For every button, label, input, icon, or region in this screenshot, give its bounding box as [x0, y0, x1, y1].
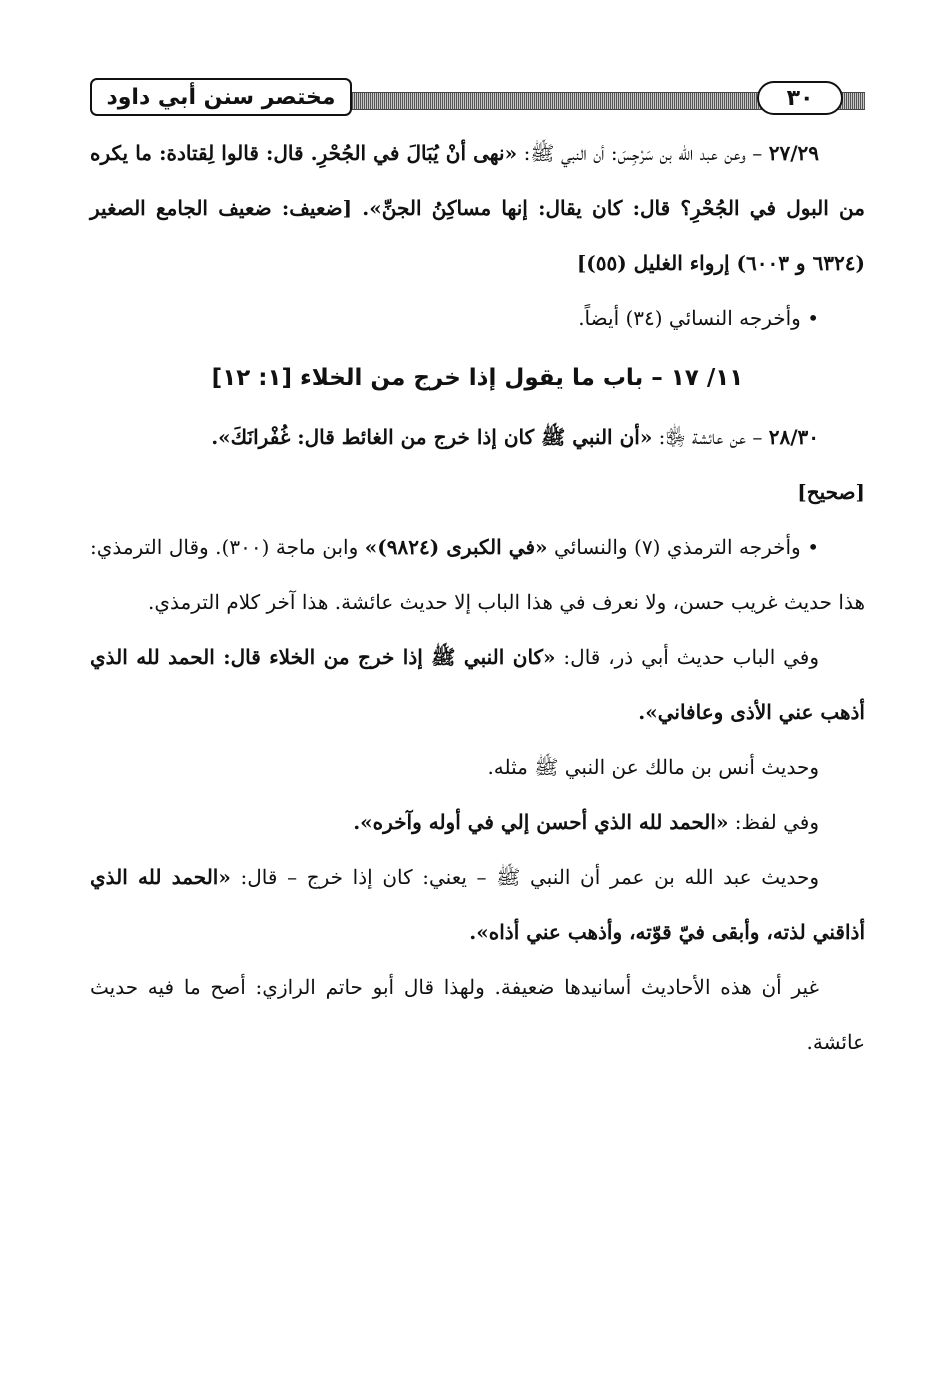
lafz-quote: «الحمد لله الذي أحسن إلي في أوله وآخره».: [353, 810, 729, 834]
hadith-30-takhrij-start: • وأخرجه الترمذي (٧) والنسائي: [547, 535, 819, 559]
lafz-intro: وفي لفظ:: [728, 810, 819, 834]
conclusion-paragraph: غير أن هذه الأحاديث أسانيدها ضعيفة. ولهذا قال أبو حاتم الرازي: أصح ما فيه حديث عائشة.: [90, 975, 865, 1054]
hadith-29-grading: [ضعيف: ضعيف الجامع الصغير (٦٣٢٤ و ٦٠٠٣) إرواء الغليل (٥٥)]: [90, 196, 865, 275]
abu-dharr-intro: وفي الباب حديث أبي ذر، قال:: [555, 645, 819, 669]
hadith-29-takhrij: • وأخرجه النسائي (٣٤) أيضاً.: [578, 306, 819, 330]
hadith-30-takhrij-end: وابن ماجة (٣٠٠). وقال الترمذي: هذا حديث غريب حسن، ولا نعرف في هذا الباب إلا حديث عائشة. هذا آخر كلام الترمذي.: [90, 535, 865, 614]
book-title: مختصر سنن أبي داود: [90, 78, 352, 116]
page-header: [90, 78, 865, 118]
hadith-30-intro: – عن عائشة ﵂:: [652, 425, 769, 449]
page-number: ٣٠: [757, 81, 843, 115]
hadith-29-quote: «نهى أنْ يُبَالَ في الجُحْرِ. قال: قالوا لِقتادة: ما يكره من البول في الجُحْرِ؟ قال: كان يقال: إنها مساكِنُ الجنِّ».: [90, 141, 865, 220]
hadith-29-intro: – وعن عبد الله بن سَرْجِسَ: أن النبي ﷺ:: [517, 141, 769, 165]
lafz-paragraph: [90, 795, 865, 850]
hadith-29: [90, 126, 865, 291]
hadith-30-quote: «أن النبي ﷺ كان إذا خرج من الغائط قال: غُفْرانَكَ».: [211, 425, 653, 449]
ibn-umar-quote: «الحمد لله الذي أذاقني لذته، وأبقى فيّ قوّته، وأذهب عني أذاه».: [90, 865, 865, 944]
ibn-umar-intro: وحديث عبد الله بن عمر أن النبي ﷺ – يعني: كان إذا خرج – قال:: [230, 865, 819, 889]
abu-dharr-quote: «كان النبي ﷺ إذا خرج من الخلاء قال: الحمد لله الذي أذهب عني الأذى وعافاني».: [90, 645, 865, 724]
anas-paragraph: وحديث أنس بن مالك عن النبي ﷺ مثله.: [487, 755, 819, 779]
hadith-29-number: ٢٧/٢٩: [768, 141, 820, 165]
hadith-30-number: ٢٨/٣٠: [768, 425, 819, 449]
page-content: [90, 126, 865, 1070]
hadith-30-grading: [صحيح]: [797, 480, 865, 504]
ibn-umar-paragraph: [90, 850, 865, 960]
hadith-30-takhrij: [90, 520, 865, 630]
chapter-heading: ١١/ ١٧ – باب ما يقول إذا خرج من الخلاء [١: ١٢]: [211, 365, 744, 391]
hadith-30: [90, 410, 865, 465]
hadith-30-takhrij-kubra: «في الكبرى (٩٨٢٤)»: [364, 535, 548, 559]
abu-dharr-paragraph: [90, 630, 865, 740]
